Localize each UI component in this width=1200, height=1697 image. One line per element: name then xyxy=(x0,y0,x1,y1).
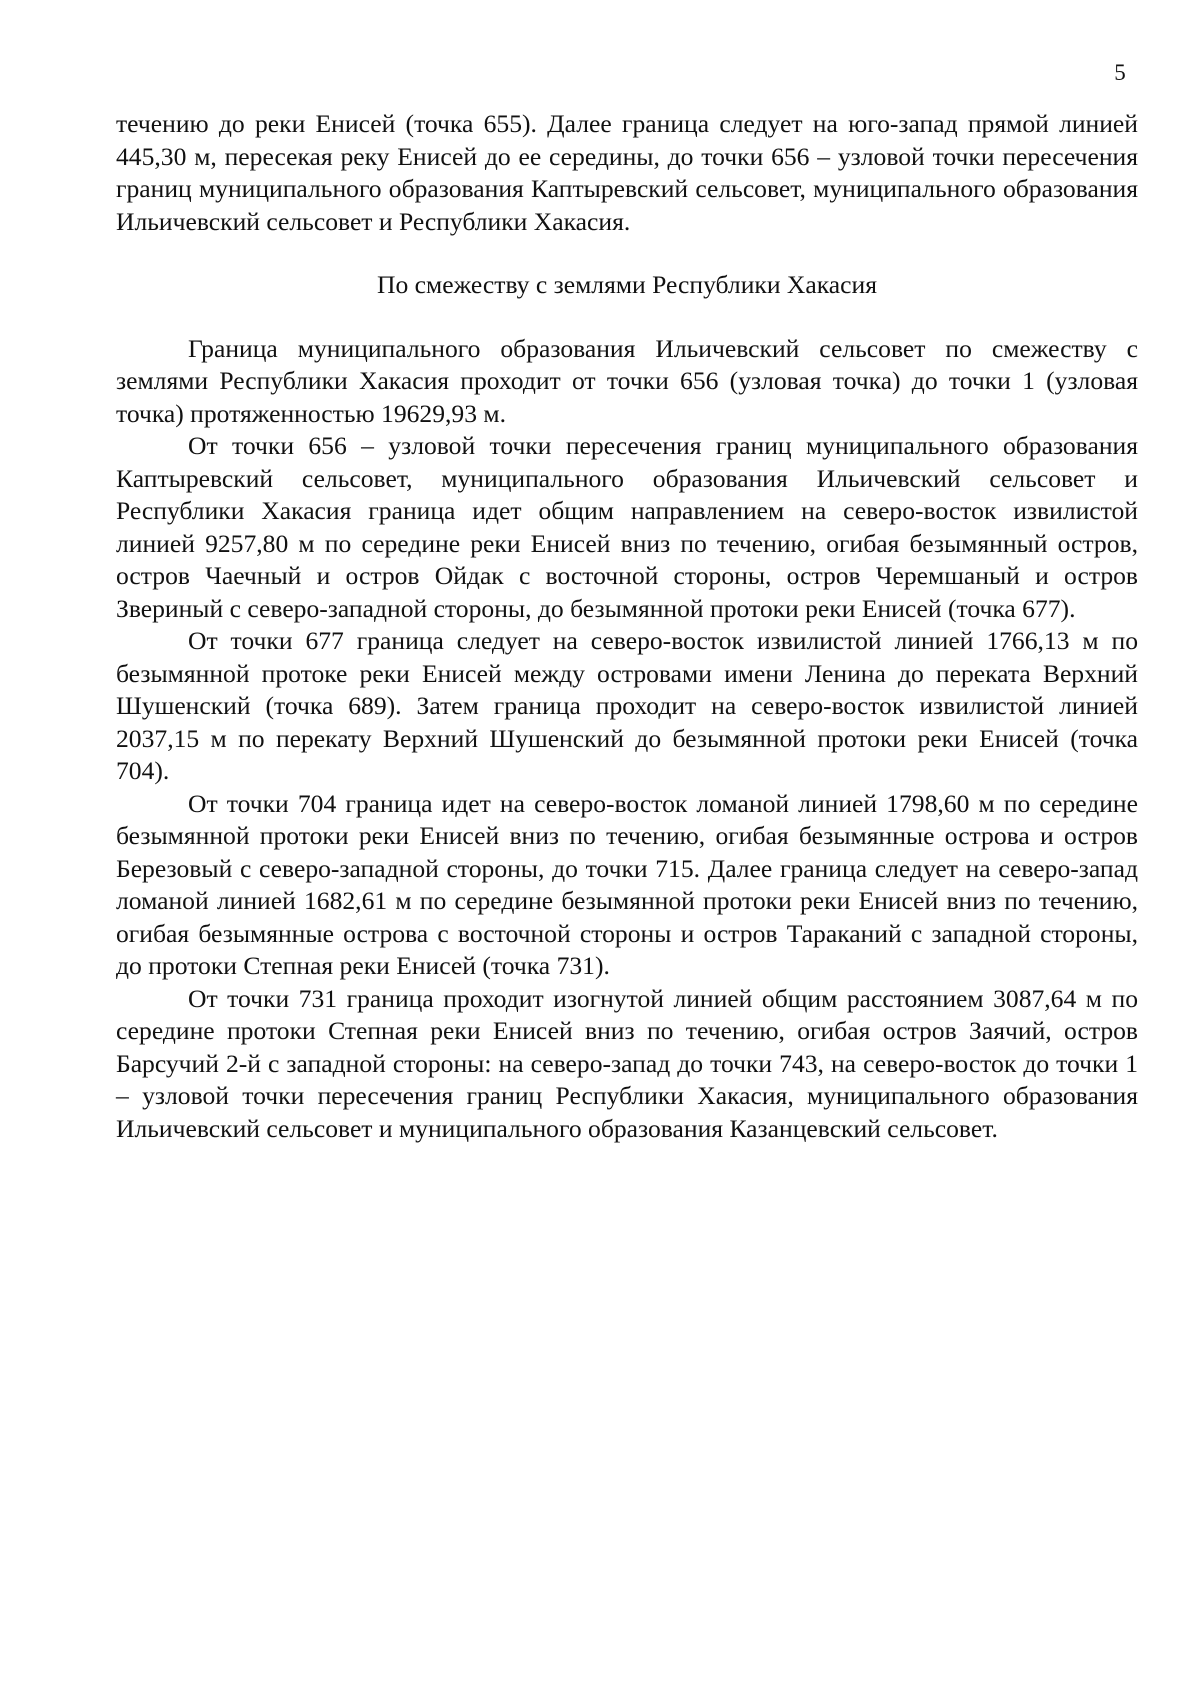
page-number: 5 xyxy=(1114,60,1126,85)
paragraph-3: От точки 677 граница следует на северо-восток извилистой линией 1766,13 м по безымянной протоке реки Енисей между островами имени Ленина до переката Верхний Шушенский (точка 689). Затем граница проходит на северо-восток извилистой линией 2037,15 м по перекату Верхний Шушенский до безымянной протоки реки Енисей (точка 704). xyxy=(116,626,1138,785)
paragraph-continuation: течению до реки Енисей (точка 655). Далее граница следует на юго-запад прямой линией 445,30 м, пересекая реку Енисей до ее середины, до точки 656 – узловой точки пересечения границ муниципального образования Каптыревский сельсовет, муниципального образования Ильичевский сельсовет и Республики Хакасия. xyxy=(116,109,1138,236)
document-body xyxy=(116,108,1138,1145)
paragraph-2: От точки 656 – узловой точки пересечения границ муниципального образования Каптыревский сельсовет, муниципального образования Ильичевский сельсовет и Республики Хакасия граница идет общим направлением на северо-восток извилистой линией 9257,80 м по середине реки Енисей вниз по течению, огибая безымянный остров, остров Чаечный и остров Ойдак с восточной стороны, остров Черемшаный и остров Звериный с северо-западной стороны, до безымянной протоки реки Енисей (точка 677). xyxy=(116,431,1138,623)
section-title: По смежеству с землями Республики Хакасия xyxy=(376,270,877,299)
paragraph-4: От точки 704 граница идет на северо-восток ломаной линией 1798,60 м по середине безымянной протоки реки Енисей вниз по течению, огибая безымянные острова и остров Березовый с северо-западной стороны, до точки 715. Далее граница следует на северо-запад ломаной линией 1682,61 м по середине безымянной протоки реки Енисей вниз по течению, огибая безымянные острова с восточной стороны и остров Тараканий с западной стороны, до протоки Степная реки Енисей (точка 731). xyxy=(116,788,1138,980)
paragraph-1: Граница муниципального образования Ильичевский сельсовет по смежеству с землями Республики Хакасия проходит от точки 656 (узловая точка) до точки 1 (узловая точка) протяженностью 19629,93 м. xyxy=(116,333,1138,428)
paragraph-5: От точки 731 граница проходит изогнутой линией общим расстоянием 3087,64 м по середине протоки Степная реки Енисей вниз по течению, огибая остров Заячий, остров Барсучий 2-й с западной стороны: на северо-запад до точки 743, на северо-восток до точки 1 – узловой точки пересечения границ Республики Хакасия, муниципального образования Ильичевский сельсовет и муниципального образования Казанцевский сельсовет. xyxy=(116,983,1138,1143)
